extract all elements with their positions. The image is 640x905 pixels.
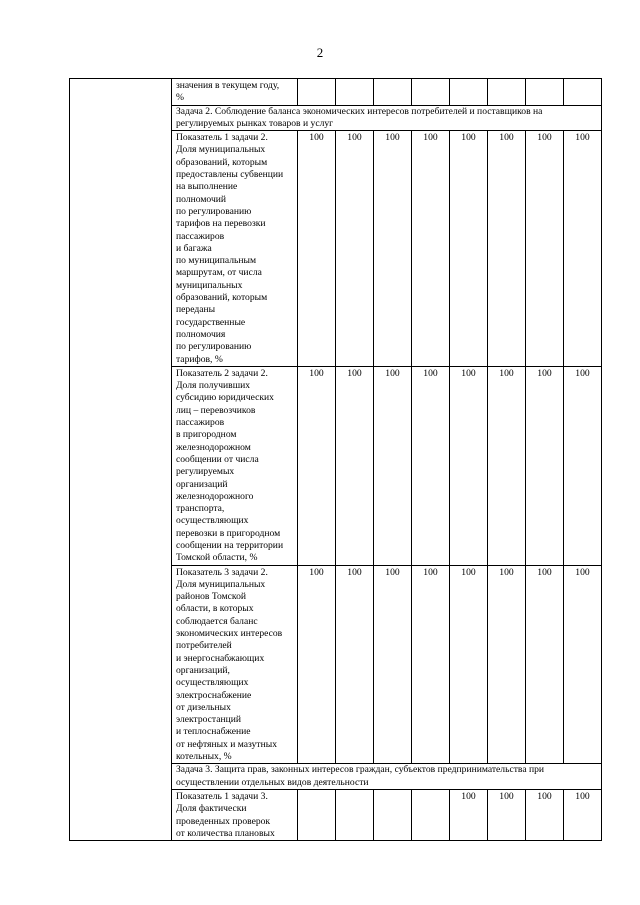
value-cell: 100 xyxy=(336,131,374,367)
value-cell xyxy=(374,789,412,840)
indicator-label: значения в текущем году, % xyxy=(172,79,298,106)
value-cell xyxy=(336,79,374,106)
value-cell: 100 xyxy=(564,366,602,565)
page-number: 2 xyxy=(316,45,324,60)
value-cell xyxy=(412,789,450,840)
program-column-cell xyxy=(70,79,172,841)
value-cell: 100 xyxy=(488,131,526,367)
value-cell xyxy=(298,789,336,840)
value-cell xyxy=(564,79,602,106)
task-heading: Задача 3. Защита прав, законных интересов граждан, субъектов предпринимательства при осуществлении отдельных видов деятельности xyxy=(172,764,602,790)
value-cell: 100 xyxy=(450,366,488,565)
value-cell xyxy=(298,79,336,106)
value-cell: 100 xyxy=(374,565,412,764)
value-cell: 100 xyxy=(564,131,602,367)
value-cell: 100 xyxy=(450,789,488,840)
value-cell xyxy=(488,79,526,106)
value-cell: 100 xyxy=(526,131,564,367)
value-cell: 100 xyxy=(450,565,488,764)
value-cell: 100 xyxy=(374,131,412,367)
value-cell: 100 xyxy=(336,366,374,565)
indicator-label: Показатель 3 задачи 2. Доля муниципальных районов Томской области, в которых соблюдается баланс экономических интересов потребителей и энергоснабжающих организаций, осуществляющих электроснабжение от дизельных электростанций и теплоснабжение от нефтяных и мазутных котельных, % xyxy=(172,565,298,764)
value-cell: 100 xyxy=(488,565,526,764)
value-cell: 100 xyxy=(564,789,602,840)
value-cell: 100 xyxy=(374,366,412,565)
value-cell: 100 xyxy=(488,366,526,565)
indicators-table xyxy=(69,78,602,841)
value-cell xyxy=(412,79,450,106)
indicator-label: Показатель 1 задачи 2. Доля муниципальных образований, которым предоставлены субвенции на выполнение полномочий по регулированию тарифов на перевозки пассажиров и багажа по муниципальным маршрутам, от числа муниципальных образований, которым переданы государственные полномочия по регулированию тарифов, % xyxy=(172,131,298,367)
value-cell xyxy=(526,79,564,106)
value-cell: 100 xyxy=(526,366,564,565)
value-cell xyxy=(336,789,374,840)
value-cell: 100 xyxy=(526,565,564,764)
value-cell: 100 xyxy=(298,131,336,367)
value-cell: 100 xyxy=(564,565,602,764)
value-cell: 100 xyxy=(298,366,336,565)
value-cell: 100 xyxy=(336,565,374,764)
indicator-label: Показатель 2 задачи 2. Доля получивших субсидию юридических лиц – перевозчиков пассажиров в пригородном железнодорожном сообщении от числа регулируемых организаций железнодорожного транспорта, осуществляющих перевозки в пригородном сообщении на территории Томской области, % xyxy=(172,366,298,565)
indicator-row xyxy=(70,79,602,106)
value-cell xyxy=(374,79,412,106)
value-cell xyxy=(450,79,488,106)
value-cell: 100 xyxy=(412,131,450,367)
value-cell: 100 xyxy=(412,366,450,565)
table-body xyxy=(70,79,602,841)
value-cell: 100 xyxy=(450,131,488,367)
indicator-label: Показатель 1 задачи 3. Доля фактически проведенных проверок от количества плановых xyxy=(172,789,298,840)
task-heading: Задача 2. Соблюдение баланса экономических интересов потребителей и поставщиков на регулируемых рынках товаров и услуг xyxy=(172,105,602,131)
value-cell: 100 xyxy=(526,789,564,840)
value-cell: 100 xyxy=(488,789,526,840)
value-cell: 100 xyxy=(412,565,450,764)
value-cell: 100 xyxy=(298,565,336,764)
